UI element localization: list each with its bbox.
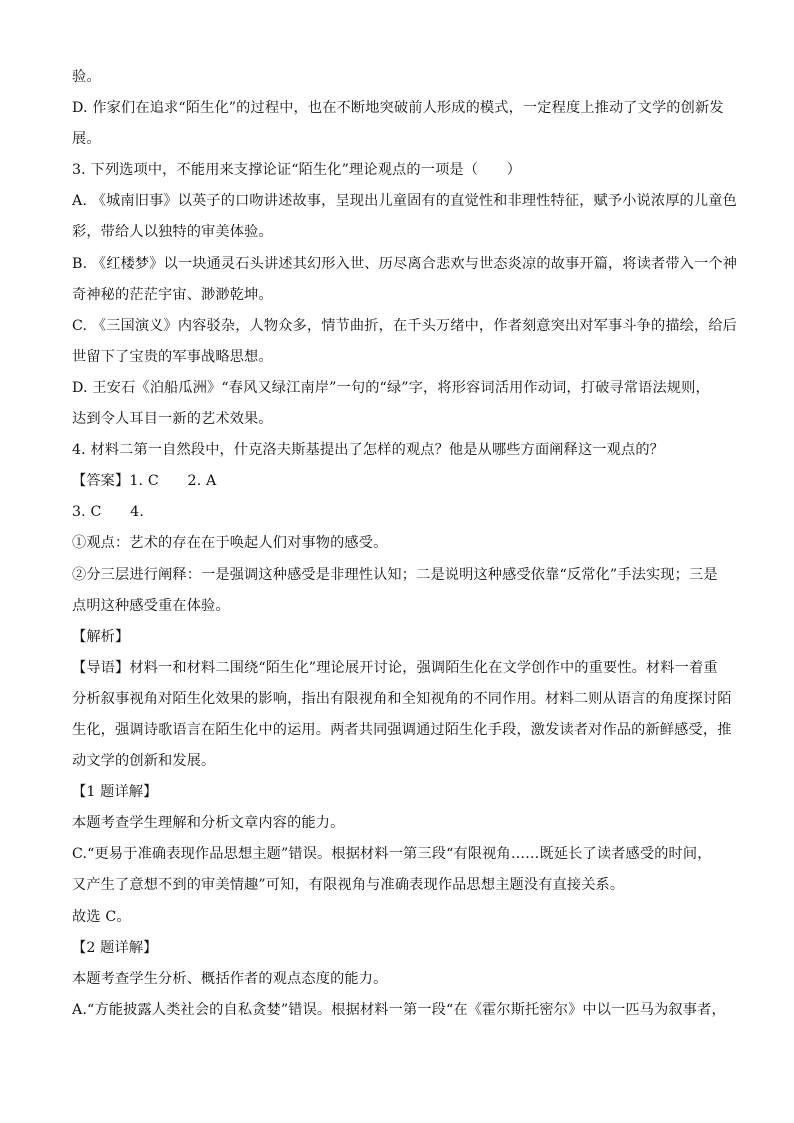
option-b-line: B. 《红楼梦》以一块通灵石头讲述其幻形入世、历尽离合悲欢与世态炎凉的故事开篇，将读者带入一个神 [72,255,738,272]
option-a-line: A. 《城南旧事》以英子的口吻讲述故事，呈现出儿童固有的直觉性和非理性特征，赋予小说浓厚的儿童色 [72,193,737,210]
text-line: 展。 [72,131,101,148]
q1-detail-heading: 【1 题详解】 [72,784,158,801]
text-line: 本题考查学生分析、概括作者的观点态度的能力。 [72,970,388,987]
question-3-stem: 3. 下列选项中，不能用来支撑论证“陌生化”理论观点的一项是（ ） [72,162,522,179]
text-line: 点明这种感受重在体验。 [72,597,230,614]
analysis-heading: 【解析】 [72,628,130,645]
text-line: 又产生了意想不到的审美情趣”可知，有限视角与准确表现作品思想主题没有直接关系。 [72,877,625,894]
answer-heading: 【答案】1. C 2. A [72,473,217,490]
option-c-line: C. 《三国演义》内容驳杂，人物众多，情节曲折，在千头万绪中，作者刻意突出对军事斗争的描绘，给后 [72,317,738,334]
q2-detail-heading: 【2 题详解】 [72,939,158,956]
text-line: 验。 [72,69,101,85]
text-line: D. 作家们在追求“陌生化”的过程中，也在不断地突破前人形成的模式，一定程度上推动了文学的创新发 [72,100,724,117]
text-line: 本题考查学生理解和分析文章内容的能力。 [72,815,345,832]
text-line: 故选 C。 [72,908,131,925]
document-page [72,62,738,1026]
answer-line: 3. C 4. [72,504,145,521]
text-line: A.“方能披露人类社会的自私贪婪”错误。根据材料一第一段“在《霍尔斯托密尔》中以一匹马为叙事者， [72,1001,726,1018]
text-line: 奇神秘的茫茫宇宙、渺渺乾坤。 [72,286,273,303]
answer-point-1: ①观点：艺术的存在在于唤起人们对事物的感受。 [72,535,388,552]
text-line: 动文学的创新和发展。 [72,753,216,770]
answer-point-2: ②分三层进行阐释：一是强调这种感受是非理性认知；二是说明这种感受依靠“反常化”手法实现；三是 [72,566,718,583]
text-line: 分析叙事视角对陌生化效果的影响，指出有限视角和全知视角的不同作用。材料二则从语言的角度探讨陌 [72,690,732,707]
option-d-line: D. 王安石《泊船瓜洲》“春风又绿江南岸”一句的“绿”字，将形容词活用作动词，打破寻常语法规则， [72,379,710,396]
text-line: 生化，强调诗歌语言在陌生化中的运用。两者共同强调通过陌生化手段，激发读者对作品的新鲜感受，推 [72,721,732,738]
text-line: 达到令人耳目一新的艺术效果。 [72,411,273,428]
text-line: 彩，带给人以独特的审美体验。 [72,224,273,241]
text-line: 世留下了宝贵的军事战略思想。 [72,348,273,365]
guide-paragraph: 【导语】材料一和材料二围绕“陌生化”理论展开讨论，强调陌生化在文学创作中的重要性。材料一着重 [72,659,718,676]
text-line: C.“更易于准确表现作品思想主题”错误。根据材料一第三段“有限视角……既延长了读者感受的时间， [72,846,712,863]
question-4-stem: 4. 材料二第一自然段中，什克洛夫斯基提出了怎样的观点？他是从哪些方面阐释这一观点的？ [72,442,664,459]
